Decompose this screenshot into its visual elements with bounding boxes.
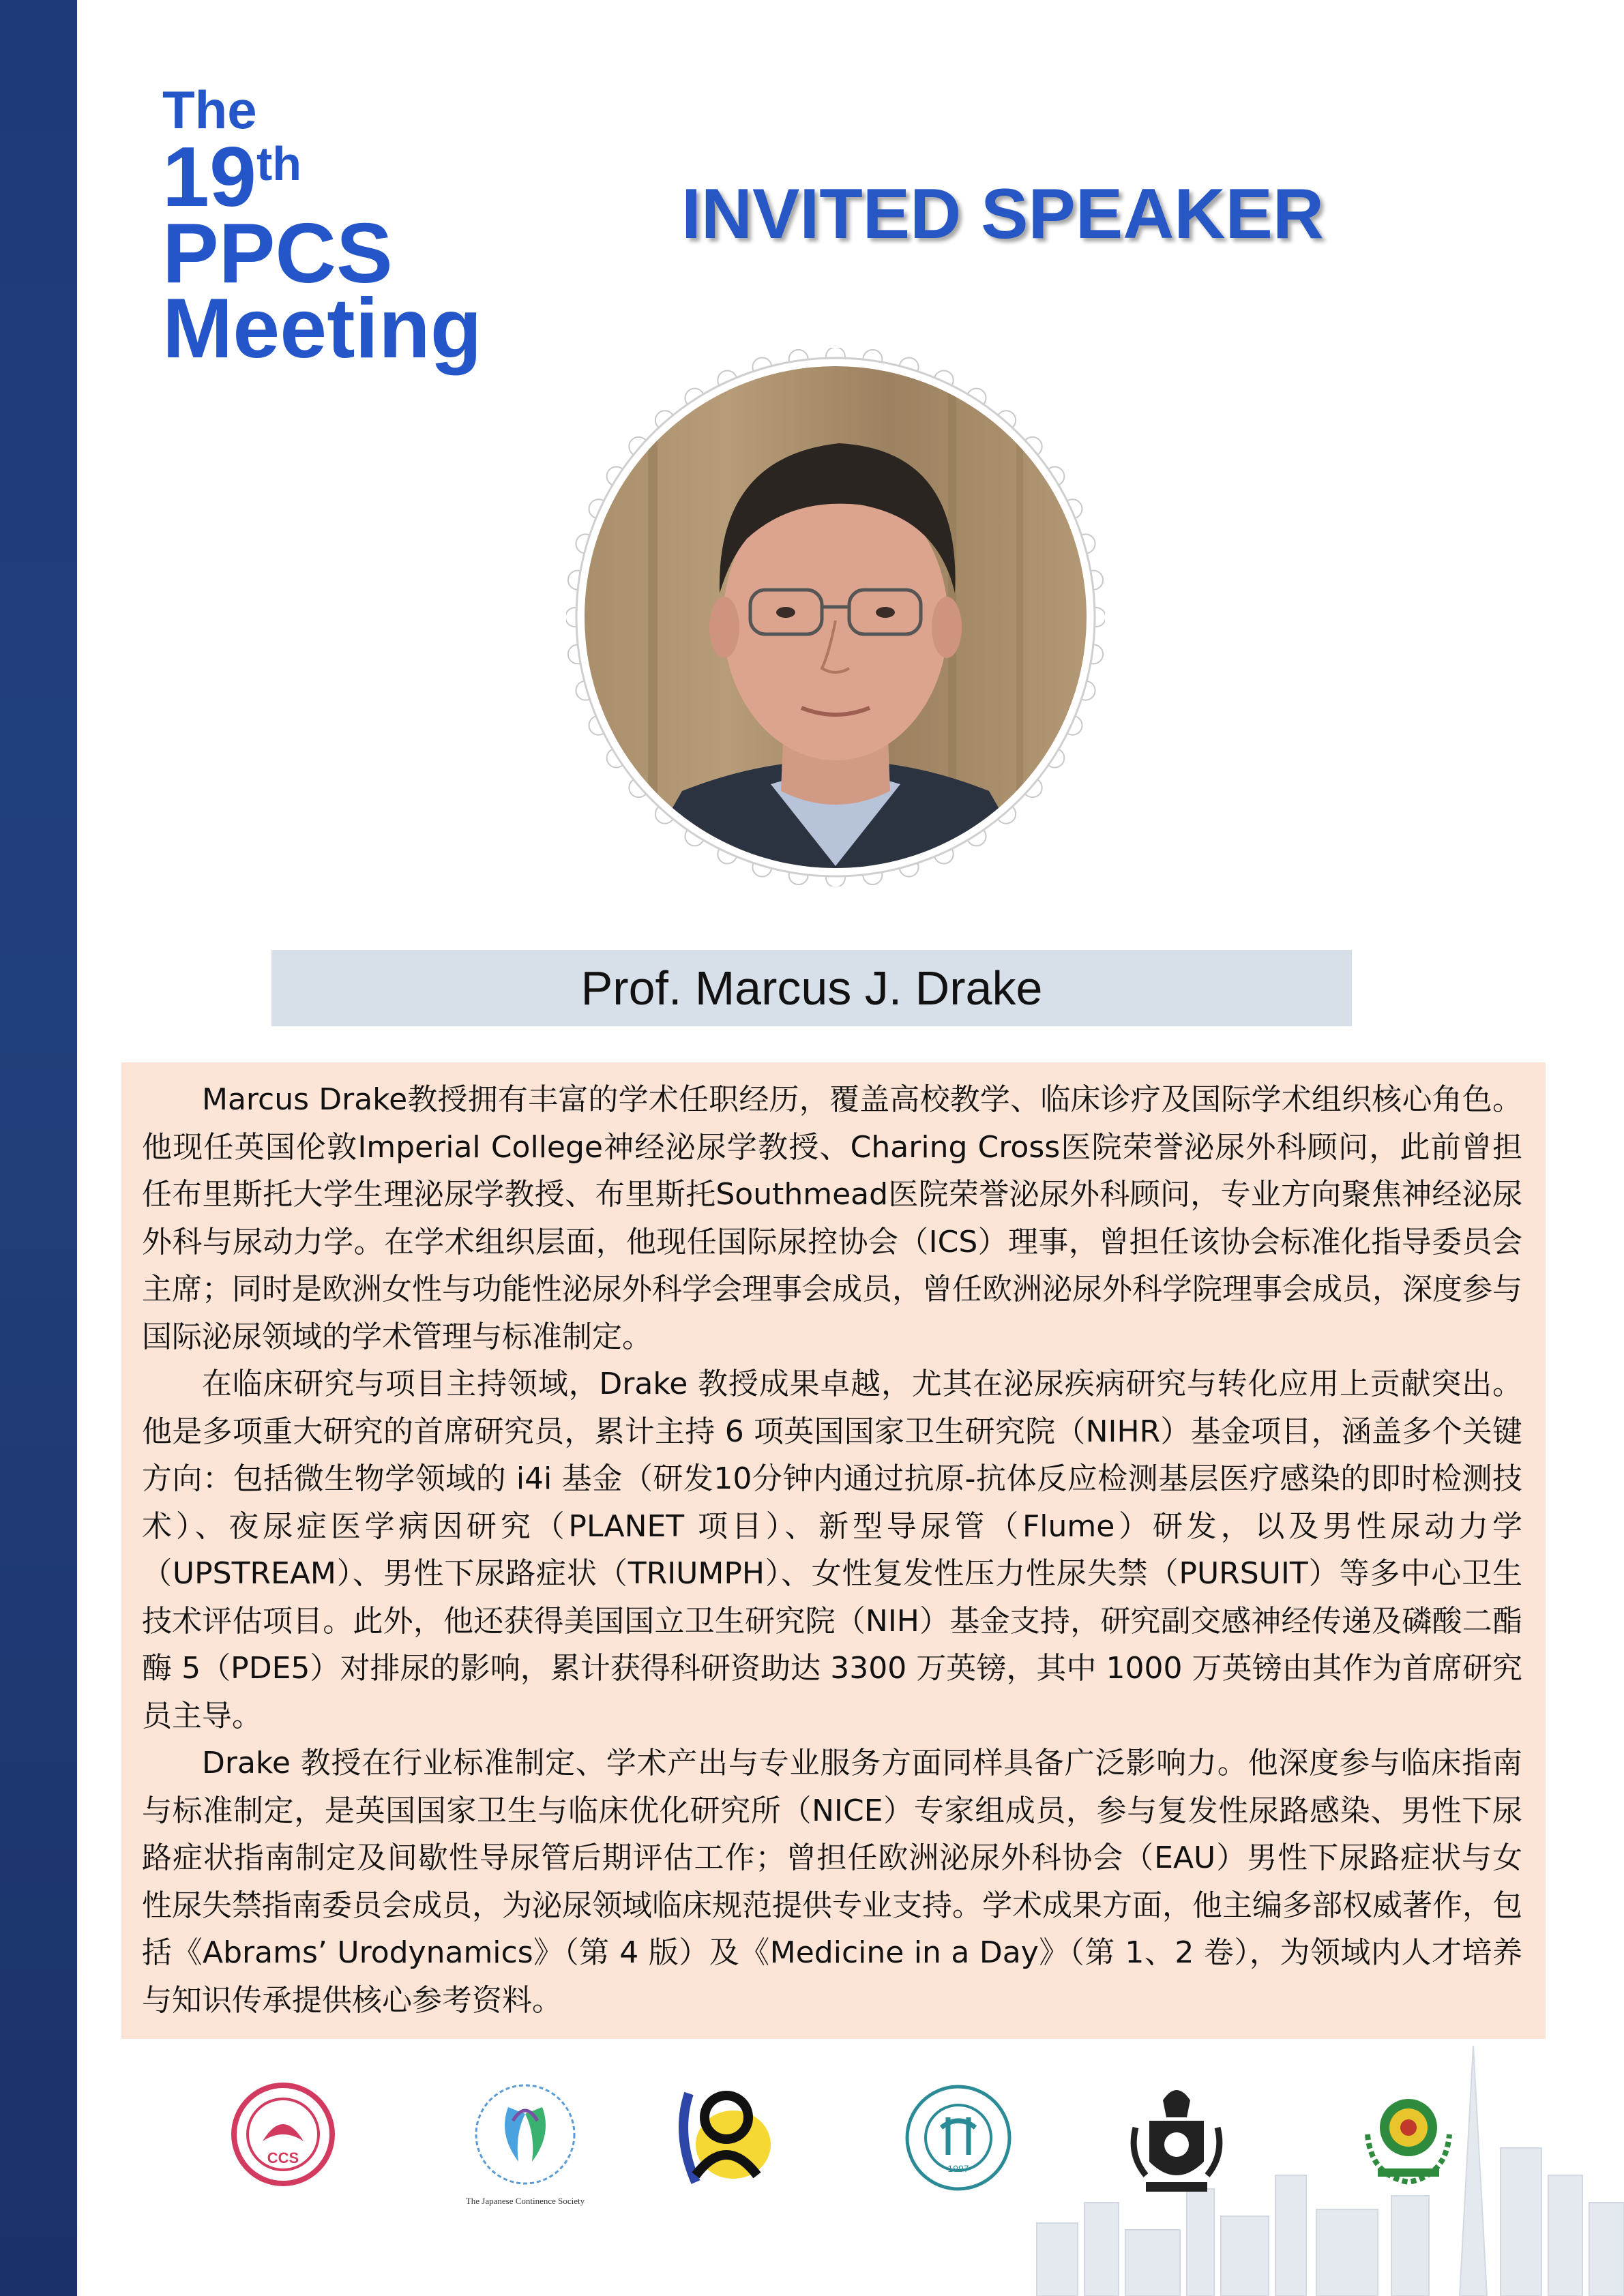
bio-paragraph-3: Drake 教授在行业标准制定、学术产出与专业服务方面同样具备广泛影响力。他深度参与临床指南与标准制定，是英国国家卫生与临床优化研究所（NICE）专家组成员，参与复发性尿路感染、男性下尿路症状指南制定及间歇性导尿管后期评估工作；曾担任欧洲泌尿外科协会（EAU）男性下尿路症状与女性尿失禁指南委员会成员，为泌尿领域临床规范提供专业支持。学术成果方面，他主编多部权威著作，包括《Abrams’ Urodynamics》（第 4 版）及《Medicine in a Day》（第 1、2 卷），为领域内人才培养与知识传承提供核心参考资料。 — [142, 1746, 1522, 2018]
society-logos — [225, 2080, 1453, 2216]
bio-paragraph-1: Marcus Drake教授拥有丰富的学术任职经历，覆盖高校教学、临床诊疗及国际学术组织核心角色。他现任英国伦敦Imperial College神经泌尿学教授、Charing Cross医院荣誉泌尿外科顾问，此前曾担任布里斯托大学生理泌尿学教授、布里斯托Southmead医院荣誉泌尿外科顾问，专业方向聚焦神经泌尿外科与尿动力学。在学术组织层面，他现任国际尿控协会（ICS）理事，曾担任该协会标准化指导委员会主席；同时是欧洲女性与功能性泌尿外科学会理事会成员，曾任欧洲泌尿外科学院理事会成员，深度参与国际泌尿领域的学术管理与标准制定。 — [142, 1082, 1522, 1354]
jcs-caption: The Japanese Continence Society — [465, 2196, 585, 2206]
heraldic-crest-logo — [1125, 2080, 1228, 2203]
headline: INVITED SPEAKER — [681, 175, 1324, 254]
event-number-suffix: th — [256, 137, 302, 190]
left-sidebar-band — [0, 0, 77, 2296]
speaker-name: Prof. Marcus J. Drake — [580, 961, 1043, 1015]
event-title-line4: Meeting — [162, 282, 482, 376]
event-title-line1: The — [162, 80, 257, 140]
jcs-logo — [450, 2080, 600, 2209]
event-title — [162, 80, 517, 376]
ccs-logo-text: CCS — [267, 2149, 299, 2166]
ccs-logo — [225, 2080, 341, 2189]
event-number: 19 — [162, 130, 256, 224]
speaker-photo — [566, 348, 1105, 886]
kcs-year: 1997 — [947, 2163, 969, 2174]
kcs-logo — [900, 2080, 1016, 2196]
event-title-line3: PPCS — [162, 207, 393, 301]
speaker-name-bar — [271, 950, 1352, 1026]
speaker-bio — [121, 1062, 1546, 2039]
family-silhouette-logo — [675, 2080, 778, 2189]
speaker-photo-frame — [566, 348, 1105, 886]
green-emblem-logo — [1350, 2080, 1466, 2196]
bio-paragraph-2: 在临床研究与项目主持领域，Drake 教授成果卓越，尤其在泌尿疾病研究与转化应用上贡献突出。他是多项重大研究的首席研究员，累计主持 6 项英国国家卫生研究院（NIHR）基金项目，涵盖多个关键方向：包括微生物学领域的 i4i 基金（研发10分钟内通过抗原-抗体反应检测基层医疗感染的即时检测技术）、夜尿症医学病因研究（PLANET 项目）、新型导尿管（Flume）研发，以及男性尿动力学（UPSTREAM）、男性下尿路症状（TRIUMPH）、女性复发性压力性尿失禁（PURSUIT）等多中心卫生技术评估项目。此外，他还获得美国国立卫生研究院（NIH）基金支持，研究副交感神经传递及磷酸二酯酶 5（PDE5）对排尿的影响，累计获得科研资助达 3300 万英镑，其中 1000 万英镑由其作为首席研究员主导。 — [142, 1367, 1522, 1733]
